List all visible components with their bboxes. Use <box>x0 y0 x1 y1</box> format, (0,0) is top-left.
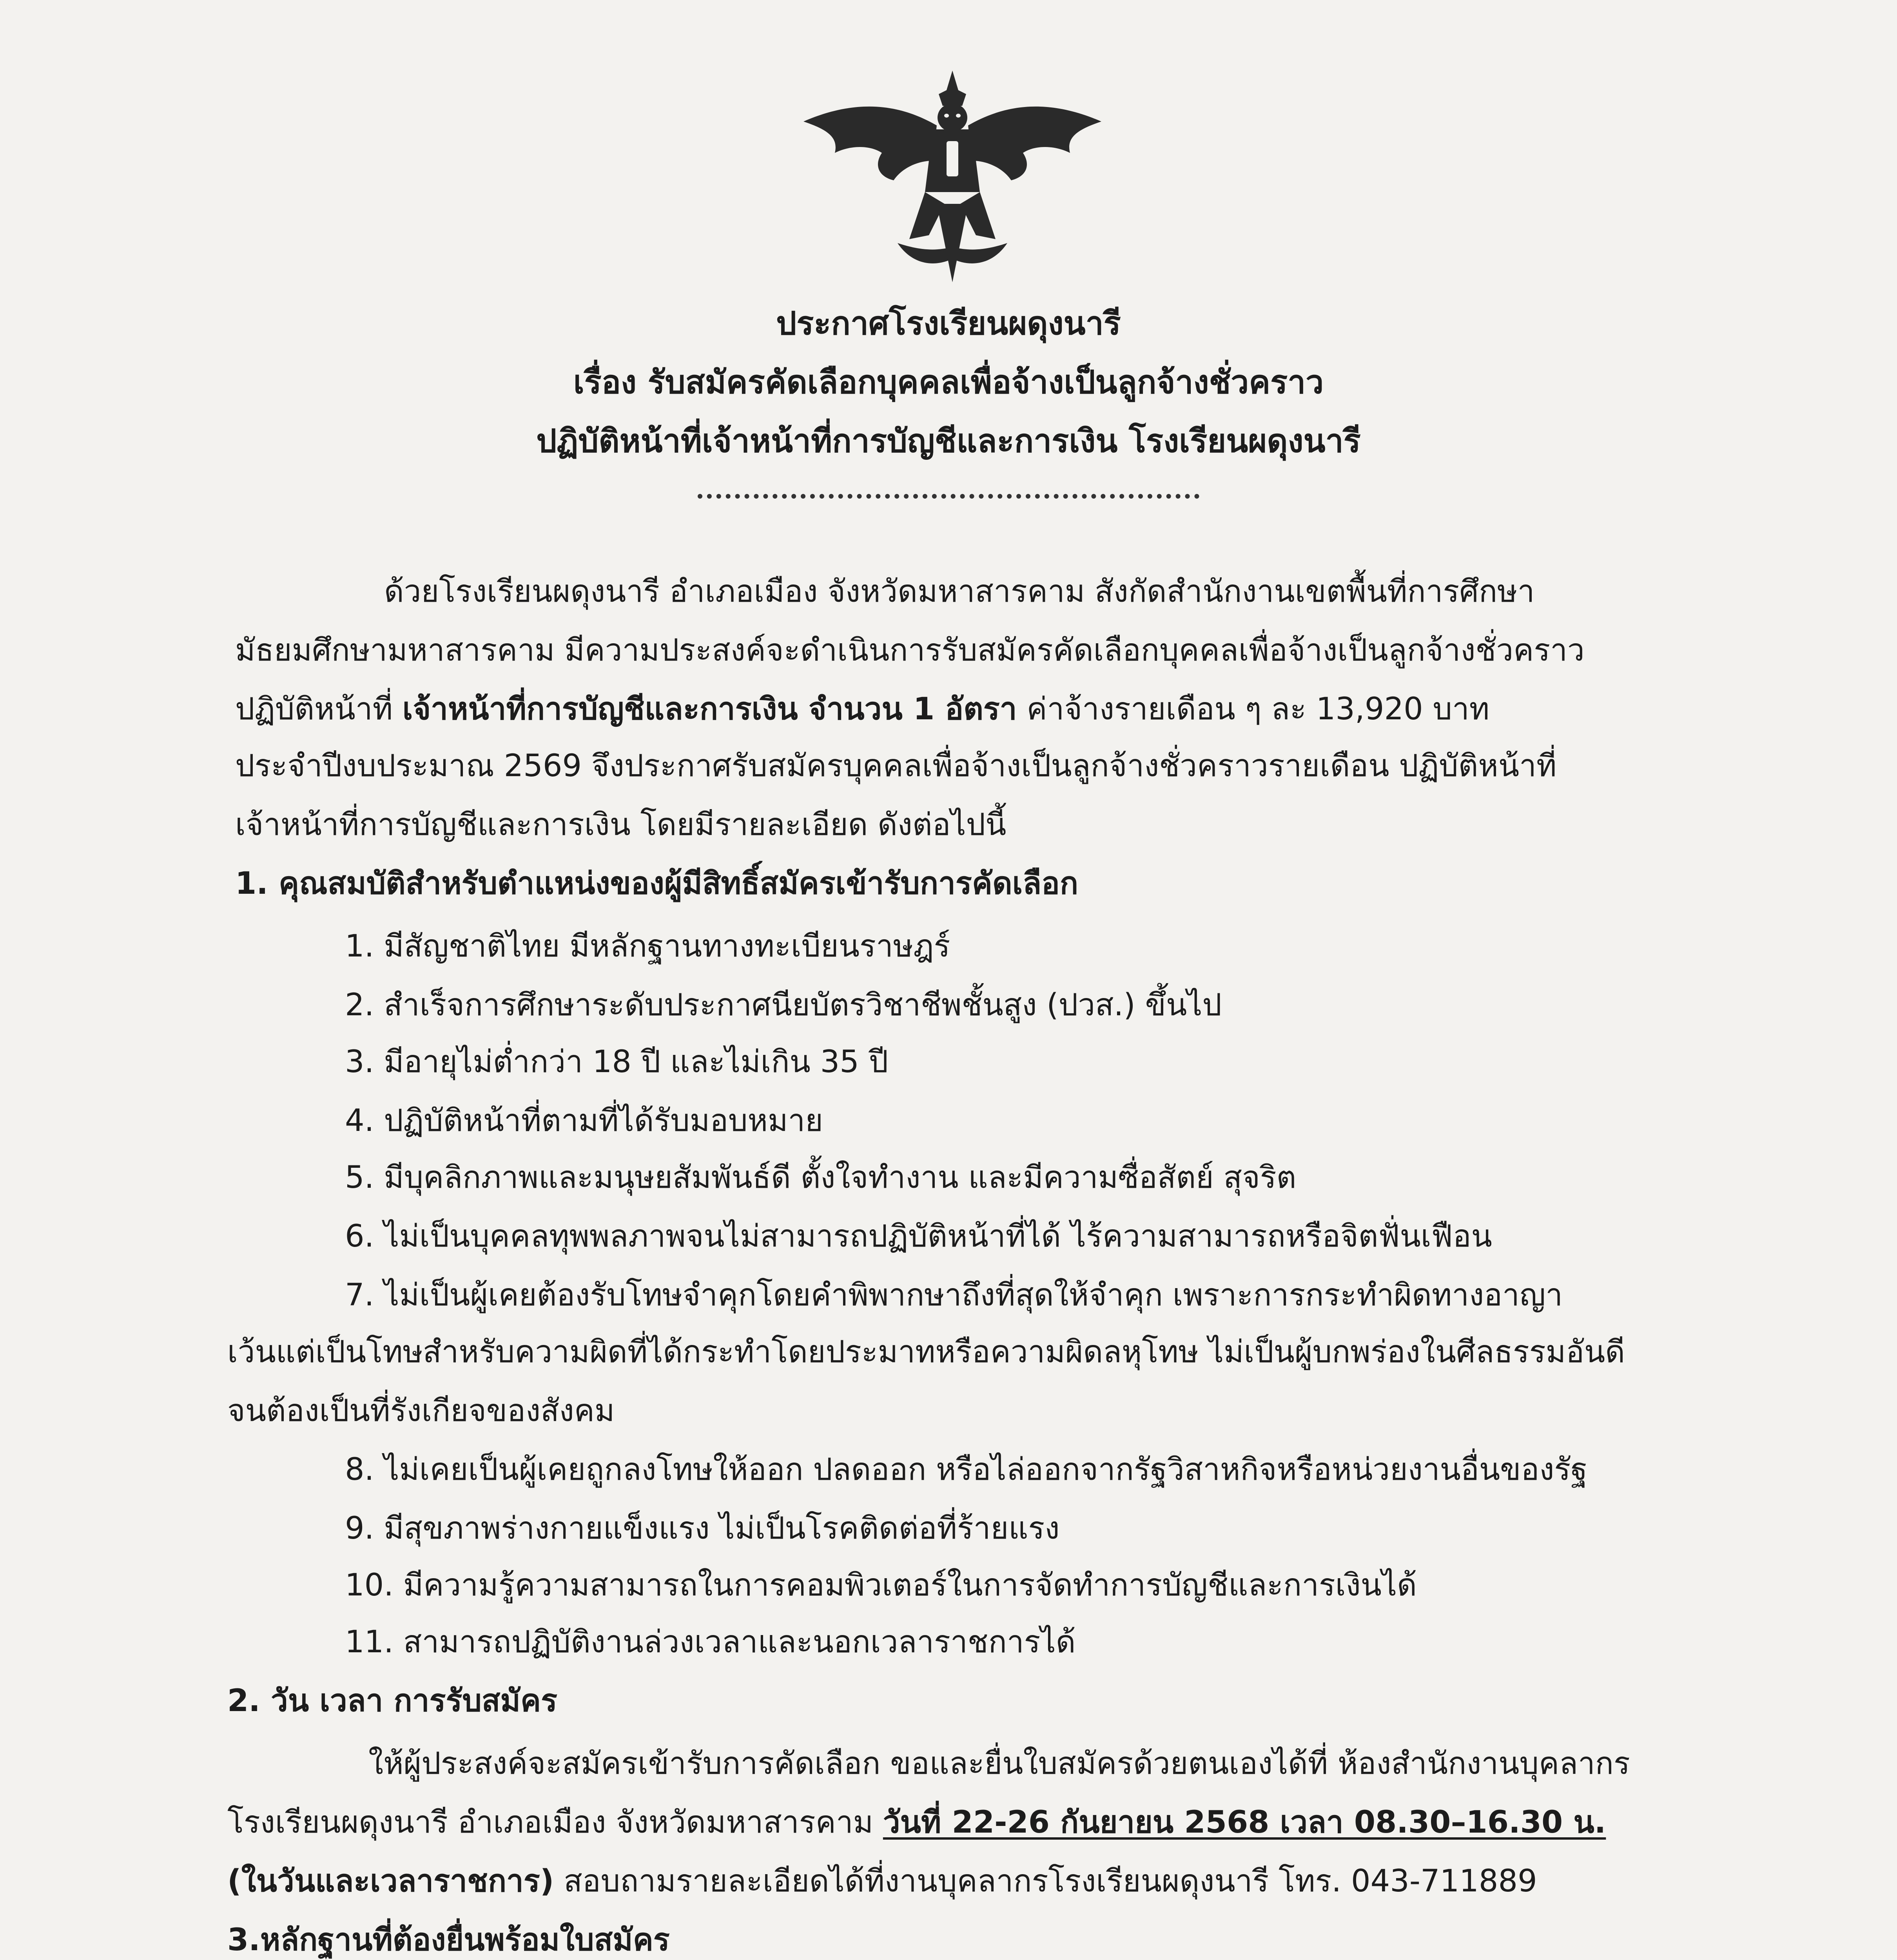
application-line-1: ให้ผู้ประสงค์จะสมัครเข้ารับการคัดเลือก ขอและยื่นใบสมัครด้วยตนเองได้ที่ ห้องสำนักงานบุคลากร <box>368 1746 1630 1781</box>
dotted-divider <box>698 494 1199 499</box>
application-line-3 <box>227 1864 1537 1899</box>
section-1-heading: 1. คุณสมบัติสำหรับตำแหน่งของผู้มีสิทธิ์สมัครเข้ารับการคัดเลือก <box>235 866 1079 901</box>
intro-line-3-part-a: ปฏิบัติหน้าที่ <box>235 691 403 727</box>
section-2-heading: 2. วัน เวลา การรับสมัคร <box>227 1683 557 1719</box>
qualification-item: 5. มีบุคลิกภาพและมนุษยสัมพันธ์ดี ตั้งใจทำงาน และมีความซื่อสัตย์ สุจริต <box>345 1160 1297 1195</box>
qualification-item: 10. มีความรู้ความสามารถในการคอมพิวเตอร์ในการจัดทำการบัญชีและการเงินได้ <box>345 1568 1417 1603</box>
announcement-subtitle: ปฏิบัติหน้าที่เจ้าหน้าที่การบัญชีและการเงิน โรงเรียนผดุงนารี <box>536 423 1361 460</box>
intro-line-1: ด้วยโรงเรียนผดุงนารี อำเภอเมือง จังหวัดมหาสารคาม สังกัดสำนักงานเขตพื้นที่การศึกษา <box>384 574 1535 609</box>
qualification-item: 4. ปฏิบัติหน้าที่ตามที่ได้รับมอบหมาย <box>345 1103 823 1138</box>
qualification-item: 1. มีสัญชาติไทย มีหลักฐานทางทะเบียนราษฎร์ <box>345 929 950 964</box>
intro-line-5: เจ้าหน้าที่การบัญชีและการเงิน โดยมีรายละเอียด ดังต่อไปนี้ <box>235 807 1007 842</box>
garuda-emblem-icon <box>780 63 1125 290</box>
qualification-item: 6. ไม่เป็นบุคคลทุพพลภาพจนไม่สามารถปฏิบัติหน้าที่ได้ ไร้ความสามารถหรือจิตฟั่นเฟือน <box>345 1219 1492 1254</box>
announcement-subject: เรื่อง รับสมัครคัดเลือกบุคคลเพื่อจ้างเป็นลูกจ้างชั่วคราว <box>573 364 1324 401</box>
qualification-item-continued: เว้นแต่เป็นโทษสำหรับความผิดที่ได้กระทำโดยประมาทหรือความผิดลหุโทษ ไม่เป็นผู้บกพร่องในศีลธรรมอันดี <box>227 1334 1625 1370</box>
application-dates: วันที่ 22-26 กันยายน 2568 เวลา 08.30–16.30 น. <box>883 1805 1606 1840</box>
intro-line-2: มัธยมศึกษามหาสารคาม มีความประสงค์จะดำเนินการรับสมัครคัดเลือกบุคคลเพื่อจ้างเป็นลูกจ้างชั่วคราว <box>235 633 1585 668</box>
intro-line-3 <box>235 691 1490 727</box>
intro-line-4: ประจำปีงบประมาณ 2569 จึงประกาศรับสมัครบุคคลเพื่อจ้างเป็นลูกจ้างชั่วคราวรายเดือน ปฏิบัติหน้าที่ <box>235 748 1557 784</box>
announcement-title: ประกาศโรงเรียนผดุงนารี <box>776 305 1121 342</box>
qualification-item: 11. สามารถปฏิบัติงานล่วงเวลาและนอกเวลาราชการได้ <box>345 1624 1076 1660</box>
section-3-heading: 3.หลักฐานที่ต้องยื่นพร้อมใบสมัคร <box>227 1922 670 1958</box>
position-count: เจ้าหน้าที่การบัญชีและการเงิน จำนวน 1 อัตรา <box>402 691 1017 727</box>
contact-phone: สอบถามรายละเอียดได้ที่งานบุคลากรโรงเรียนผดุงนารี โทร. 043-711889 <box>554 1864 1537 1899</box>
application-location: โรงเรียนผดุงนารี อำเภอเมือง จังหวัดมหาสารคาม <box>227 1805 883 1840</box>
application-line-2 <box>227 1807 1606 1838</box>
qualification-item-continued: จนต้องเป็นที่รังเกียจของสังคม <box>227 1393 615 1428</box>
qualification-item: 8. ไม่เคยเป็นผู้เคยถูกลงโทษให้ออก ปลดออก หรือไล่ออกจากรัฐวิสาหกิจหรือหน่วยงานอื่นของรัฐ <box>345 1452 1588 1487</box>
qualification-item: 3. มีอายุไม่ต่ำกว่า 18 ปี และไม่เกิน 35 ปี <box>345 1044 889 1080</box>
qualification-item: 7. ไม่เป็นผู้เคยต้องรับโทษจำคุกโดยคำพิพากษาถึงที่สุดให้จำคุก เพราะการกระทำผิดทางอาญา <box>345 1278 1563 1313</box>
monthly-salary: ค่าจ้างรายเดือน ๆ ละ 13,920 บาท <box>1017 691 1490 727</box>
qualification-item: 2. สำเร็จการศึกษาระดับประกาศนียบัตรวิชาชีพชั้นสูง (ปวส.) ขึ้นไป <box>345 987 1222 1023</box>
qualification-item: 9. มีสุขภาพร่างกายแข็งแรง ไม่เป็นโรคติดต่อที่ร้ายแรง <box>345 1511 1060 1546</box>
office-hours-note: (ในวันและเวลาราชการ) <box>227 1864 554 1899</box>
